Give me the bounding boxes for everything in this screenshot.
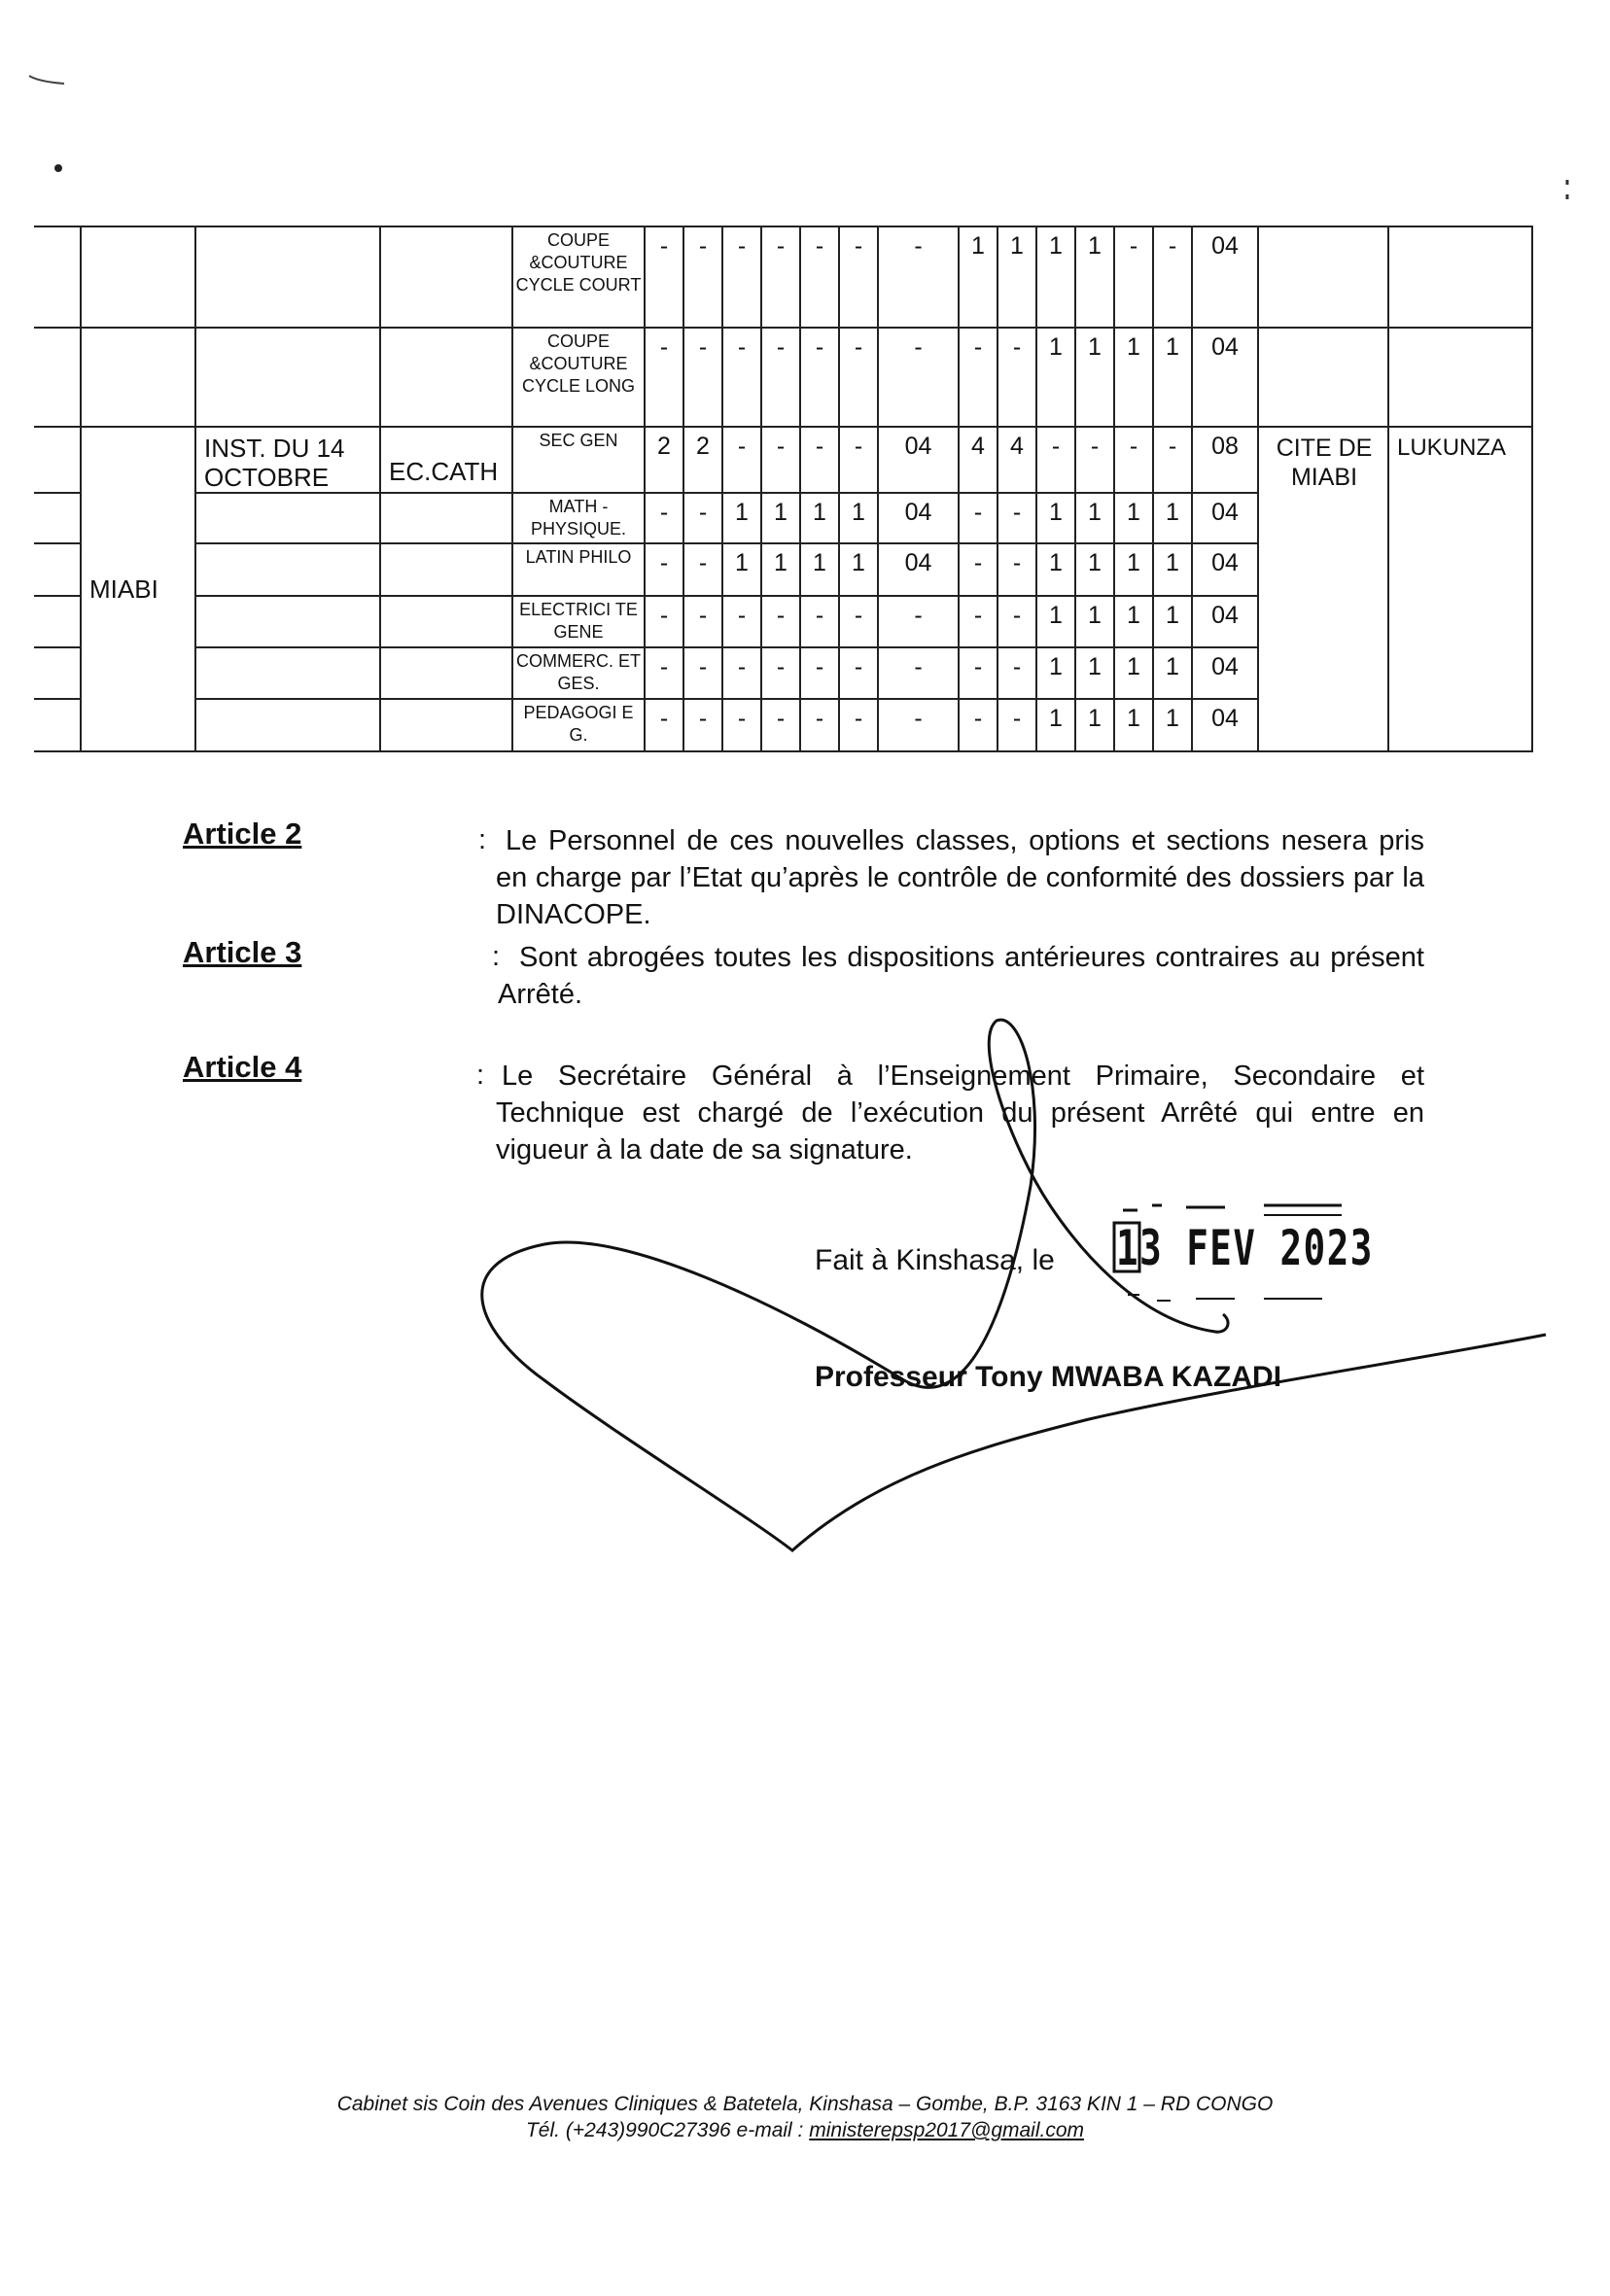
city-cell <box>1258 328 1388 427</box>
total-cell: 04 <box>1192 647 1258 699</box>
count-cell: - <box>722 427 761 493</box>
count-cell: 1 <box>1114 647 1153 699</box>
location-cell: MIABI <box>81 427 195 751</box>
count-cell: - <box>998 543 1036 596</box>
table-row <box>34 427 1532 493</box>
count-cell: 1 <box>1153 328 1192 427</box>
count-cell: - <box>761 226 800 328</box>
count-cell: - <box>645 647 683 699</box>
school-cell <box>195 493 380 543</box>
article-4-text: Le Secrétaire Général à l’Enseignement Primaire, Secondaire et Technique est chargé de l’exécution du présent Arrêté qui entre en vigueur à la date de sa signature. <box>496 1061 1424 1165</box>
article-4-label: Article 4 <box>183 1050 302 1084</box>
count-cell: 1 <box>1036 493 1075 543</box>
count-cell: - <box>800 596 839 647</box>
count-cell: - <box>998 328 1036 427</box>
count-cell: - <box>1153 226 1192 328</box>
quarter-cell <box>1388 226 1532 328</box>
count-cell: 1 <box>1036 226 1075 328</box>
option-cell: PEDAGOGI E G. <box>512 699 645 751</box>
count-cell: 4 <box>998 427 1036 493</box>
count-cell: 1 <box>839 493 878 543</box>
count-cell: 04 <box>878 543 959 596</box>
location-cell <box>81 226 195 328</box>
count-cell: 2 <box>683 427 722 493</box>
count-cell: - <box>959 699 998 751</box>
count-cell: - <box>839 647 878 699</box>
count-cell: 1 <box>1114 328 1153 427</box>
count-cell: - <box>1114 226 1153 328</box>
count-cell: 1 <box>722 493 761 543</box>
count-cell: - <box>761 596 800 647</box>
count-cell: - <box>878 647 959 699</box>
row-stub <box>34 493 81 543</box>
count-cell: - <box>761 647 800 699</box>
count-cell: 04 <box>878 493 959 543</box>
total-cell: 04 <box>1192 596 1258 647</box>
count-cell: 1 <box>1114 493 1153 543</box>
school-cell: INST. DU 14 OCTOBRE <box>195 427 380 493</box>
city-cell: CITE DE MIABI <box>1258 427 1388 751</box>
count-cell: 1 <box>800 543 839 596</box>
count-cell: 1 <box>1114 699 1153 751</box>
article-2-text: Le Personnel de ces nouvelles classes, options et sections nesera pris en charge par l’Etat qu’après le contrôle de conformité des dossiers par la DINACOPE. <box>496 825 1424 930</box>
row-stub <box>34 328 81 427</box>
option-cell: SEC GEN <box>512 427 645 493</box>
count-cell: - <box>959 328 998 427</box>
date-stamp: 13 FEV 2023 <box>1116 1220 1374 1276</box>
option-cell: ELECTRICI TE GENE <box>512 596 645 647</box>
count-cell: 1 <box>1153 699 1192 751</box>
count-cell: 1 <box>839 543 878 596</box>
count-cell: - <box>683 647 722 699</box>
count-cell: - <box>800 328 839 427</box>
school-cell <box>195 543 380 596</box>
signer-name: Professeur Tony MWABA KAZADI <box>815 1361 1282 1393</box>
count-cell: - <box>1075 427 1114 493</box>
total-cell: 04 <box>1192 543 1258 596</box>
count-cell: - <box>722 647 761 699</box>
count-cell: - <box>998 647 1036 699</box>
count-cell: - <box>722 226 761 328</box>
schools-table <box>34 226 1533 752</box>
count-cell: - <box>959 647 998 699</box>
row-stub <box>34 427 81 493</box>
count-cell: - <box>645 493 683 543</box>
count-cell: - <box>998 699 1036 751</box>
count-cell: - <box>998 596 1036 647</box>
count-cell: 1 <box>1153 596 1192 647</box>
article-2-colon: : <box>478 824 487 855</box>
count-cell: - <box>800 699 839 751</box>
option-cell: MATH - PHYSIQUE. <box>512 493 645 543</box>
count-cell: 1 <box>1114 596 1153 647</box>
count-cell: 1 <box>959 226 998 328</box>
count-cell: - <box>722 328 761 427</box>
count-cell: - <box>683 493 722 543</box>
count-cell: 1 <box>1075 226 1114 328</box>
count-cell: 1 <box>998 226 1036 328</box>
count-cell: - <box>878 226 959 328</box>
count-cell: - <box>839 699 878 751</box>
count-cell: - <box>839 427 878 493</box>
count-cell: - <box>683 226 722 328</box>
count-cell: - <box>839 328 878 427</box>
management-cell <box>380 647 512 699</box>
count-cell: 1 <box>1075 647 1114 699</box>
count-cell: - <box>959 493 998 543</box>
management-cell <box>380 699 512 751</box>
row-stub <box>34 647 81 699</box>
count-cell: - <box>959 596 998 647</box>
total-cell: 04 <box>1192 226 1258 328</box>
article-3-label: Article 3 <box>183 935 302 969</box>
footer-email: ministerepsp2017@gmail.com <box>809 2119 1085 2141</box>
count-cell: 1 <box>1036 699 1075 751</box>
count-cell: 1 <box>1153 543 1192 596</box>
management-cell <box>380 596 512 647</box>
total-cell: 04 <box>1192 493 1258 543</box>
count-cell: 1 <box>1036 328 1075 427</box>
count-cell: - <box>839 226 878 328</box>
management-cell: EC.CATH <box>380 427 512 493</box>
count-cell: - <box>683 543 722 596</box>
count-cell: 4 <box>959 427 998 493</box>
count-cell: 1 <box>1075 328 1114 427</box>
count-cell: - <box>683 699 722 751</box>
count-cell: - <box>645 226 683 328</box>
article-2-label: Article 2 <box>183 817 302 851</box>
count-cell: - <box>1114 427 1153 493</box>
row-stub <box>34 699 81 751</box>
count-cell: 2 <box>645 427 683 493</box>
count-cell: - <box>839 596 878 647</box>
quarter-cell <box>1388 328 1532 427</box>
count-cell: - <box>761 699 800 751</box>
school-cell <box>195 647 380 699</box>
city-cell <box>1258 226 1388 328</box>
school-cell <box>195 328 380 427</box>
count-cell: 1 <box>722 543 761 596</box>
count-cell: - <box>645 596 683 647</box>
option-cell: COUPE &COUTURE CYCLE LONG <box>512 328 645 427</box>
row-stub <box>34 543 81 596</box>
footer-phone: Tél. (+243)990C27396 e-mail : <box>525 2119 810 2141</box>
total-cell: 04 <box>1192 699 1258 751</box>
count-cell: - <box>645 328 683 427</box>
count-cell: - <box>998 493 1036 543</box>
count-cell: 1 <box>1036 596 1075 647</box>
option-cell: COUPE &COUTURE CYCLE COURT <box>512 226 645 328</box>
management-cell <box>380 226 512 328</box>
quarter-cell: LUKUNZA <box>1388 427 1532 751</box>
count-cell: 1 <box>1075 596 1114 647</box>
count-cell: - <box>1153 427 1192 493</box>
article-3-text: Sont abrogées toutes les dispositions antérieures contraires au présent Arrêté. <box>498 942 1424 1010</box>
count-cell: 1 <box>761 493 800 543</box>
management-cell <box>380 543 512 596</box>
article-3-colon: : <box>492 941 501 972</box>
count-cell: - <box>645 699 683 751</box>
location-cell <box>81 328 195 427</box>
count-cell: 1 <box>1075 493 1114 543</box>
management-cell <box>380 328 512 427</box>
count-cell: - <box>683 328 722 427</box>
count-cell: - <box>878 699 959 751</box>
count-cell: - <box>761 427 800 493</box>
article-4-colon: : <box>476 1060 485 1091</box>
row-stub <box>34 226 81 328</box>
management-cell <box>380 493 512 543</box>
school-cell <box>195 699 380 751</box>
option-cell: COMMERC. ET GES. <box>512 647 645 699</box>
count-cell: 1 <box>800 493 839 543</box>
count-cell: 1 <box>1075 699 1114 751</box>
count-cell: 1 <box>1114 543 1153 596</box>
count-cell: - <box>878 328 959 427</box>
count-cell: 04 <box>878 427 959 493</box>
count-cell: - <box>878 596 959 647</box>
count-cell: - <box>800 226 839 328</box>
count-cell: - <box>683 596 722 647</box>
count-cell: 1 <box>1075 543 1114 596</box>
count-cell: - <box>800 647 839 699</box>
total-cell: 08 <box>1192 427 1258 493</box>
table-row <box>34 328 1532 427</box>
count-cell: - <box>959 543 998 596</box>
count-cell: - <box>1036 427 1075 493</box>
count-cell: 1 <box>1036 543 1075 596</box>
count-cell: 1 <box>1153 493 1192 543</box>
count-cell: - <box>645 543 683 596</box>
count-cell: - <box>722 596 761 647</box>
school-cell <box>195 596 380 647</box>
signature-place: Fait à Kinshasa, le <box>815 1244 1055 1276</box>
count-cell: - <box>761 328 800 427</box>
count-cell: - <box>800 427 839 493</box>
count-cell: - <box>722 699 761 751</box>
count-cell: 1 <box>1153 647 1192 699</box>
count-cell: 1 <box>1036 647 1075 699</box>
footer-contact <box>0 2119 1610 2142</box>
option-cell: LATIN PHILO <box>512 543 645 596</box>
school-cell <box>195 226 380 328</box>
total-cell: 04 <box>1192 328 1258 427</box>
footer-address: Cabinet sis Coin des Avenues Cliniques & Batetela, Kinshasa – Gombe, B.P. 3163 KIN 1 – RD CONGO <box>336 2093 1274 2115</box>
table-row <box>34 226 1532 328</box>
row-stub <box>34 596 81 647</box>
count-cell: 1 <box>761 543 800 596</box>
